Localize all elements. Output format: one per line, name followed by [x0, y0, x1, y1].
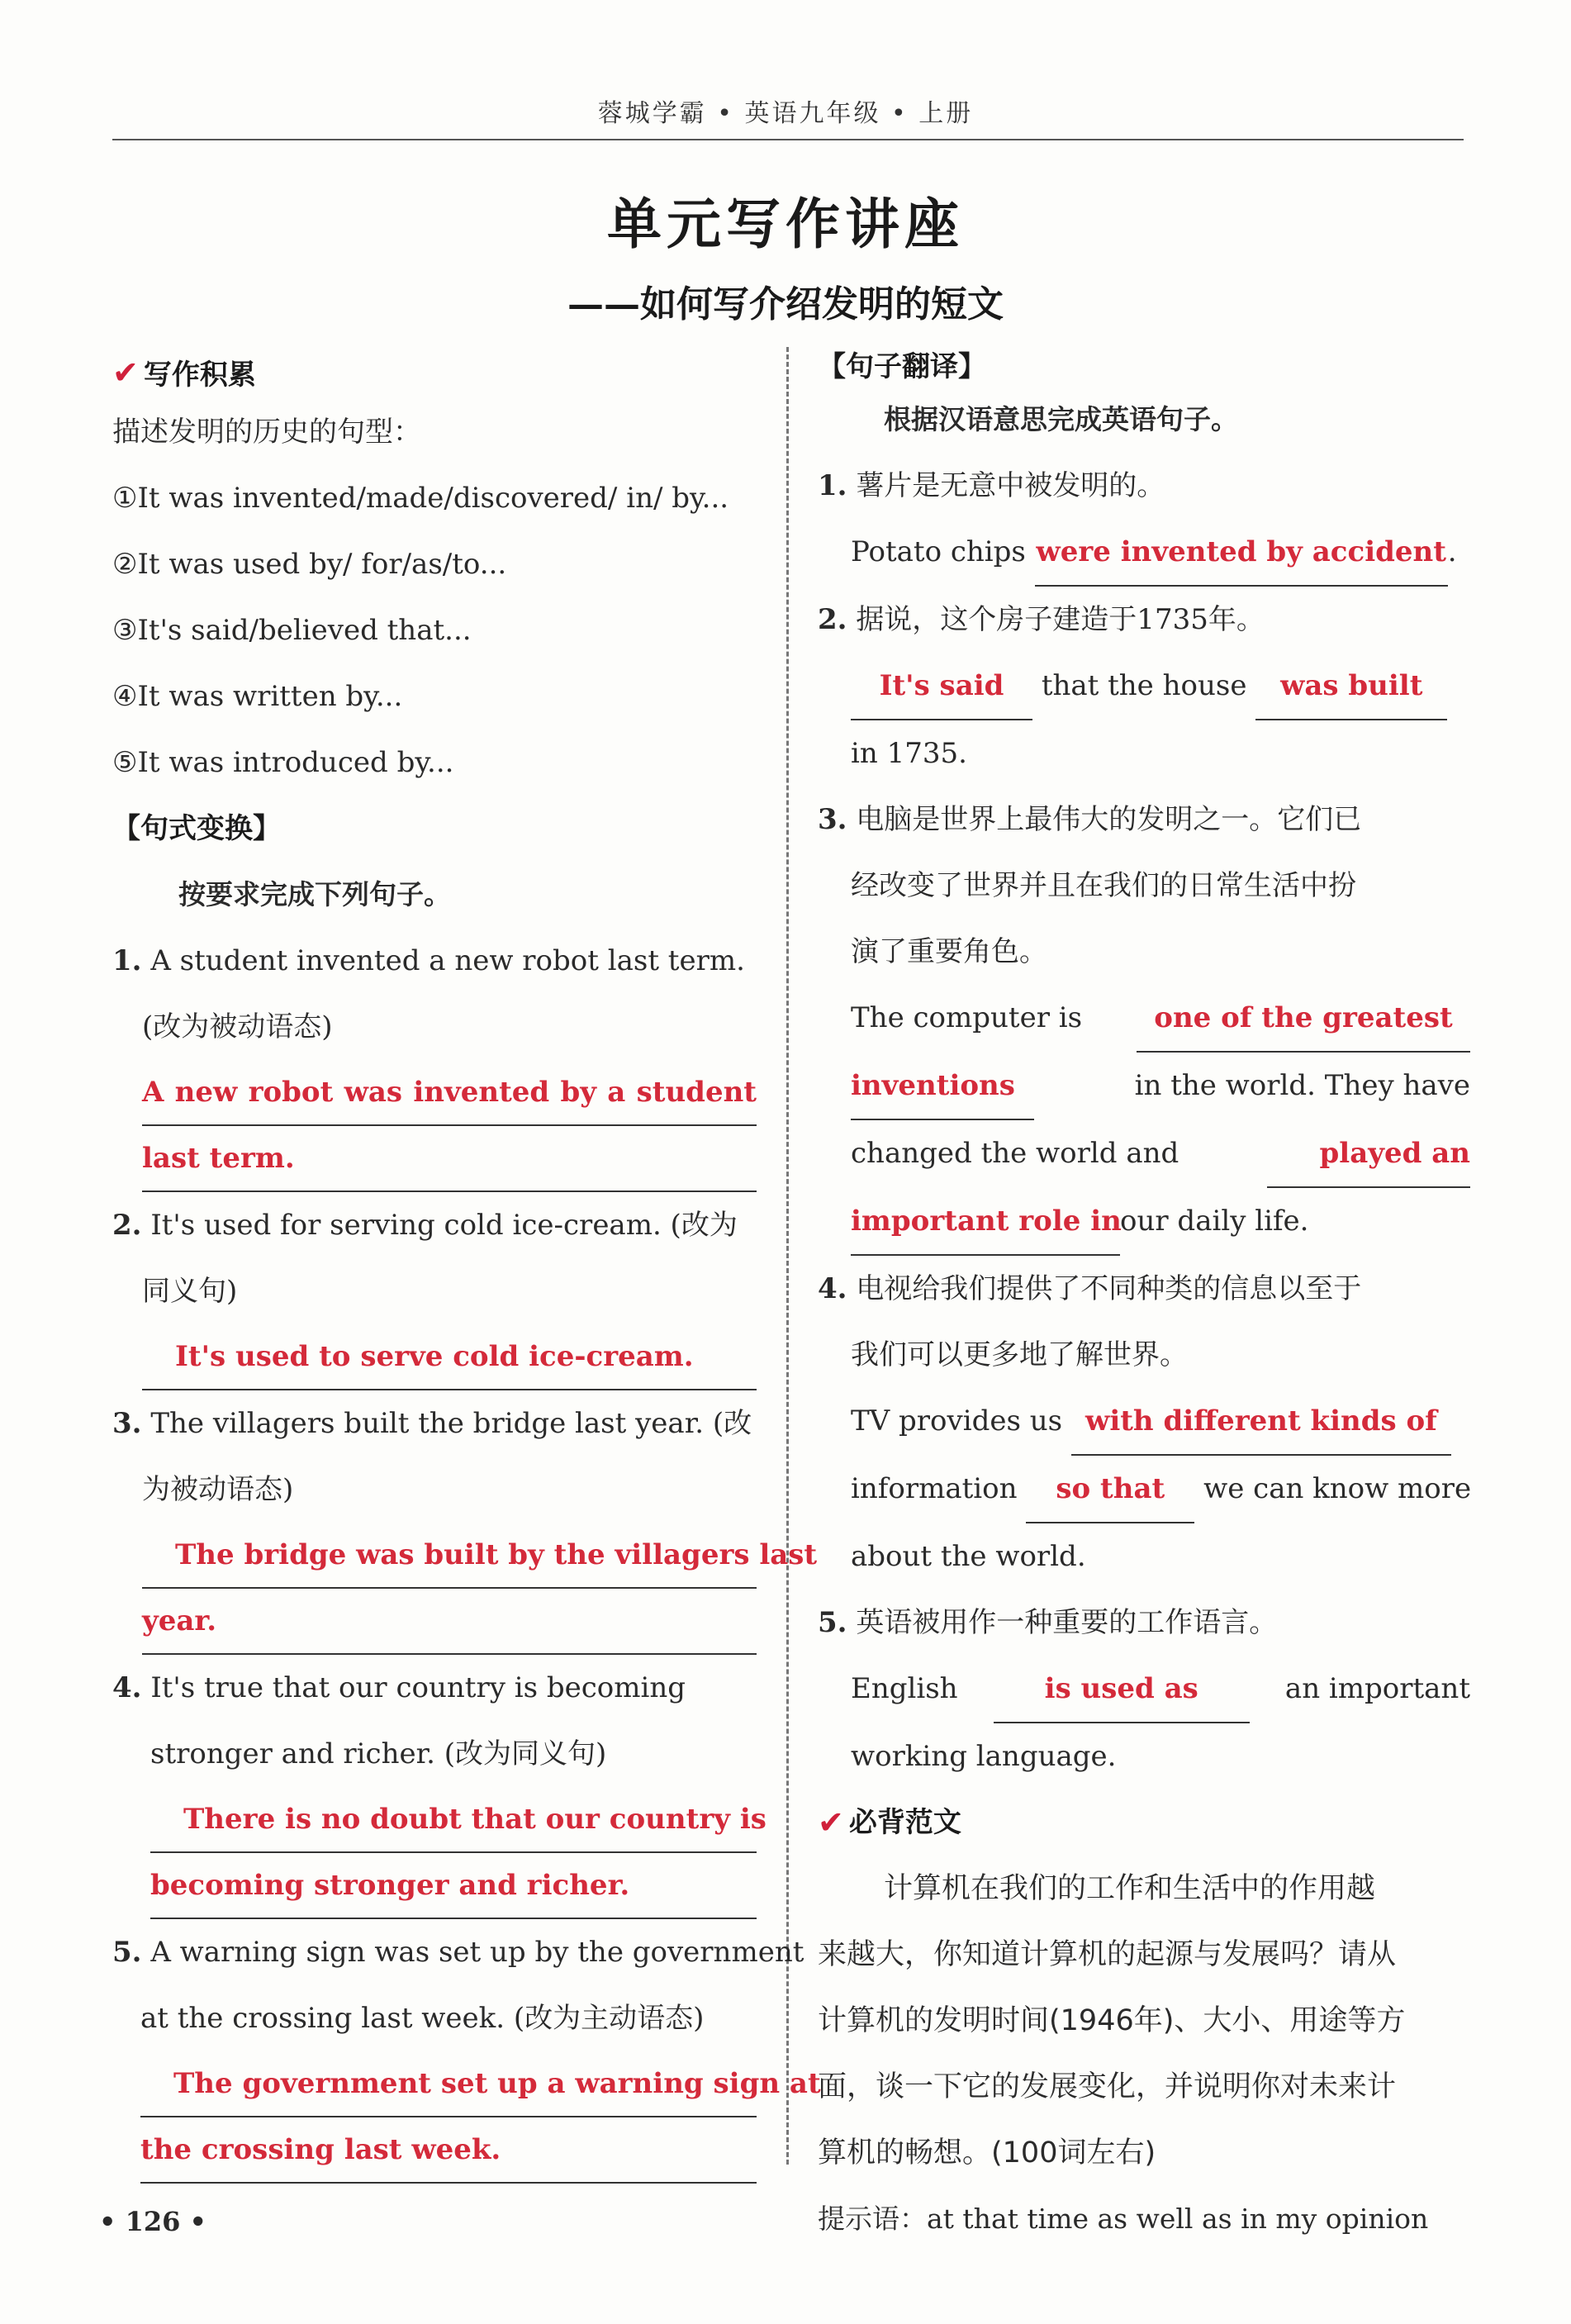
blank-answer: is used as	[994, 1656, 1250, 1723]
translate-intro: 根据汉语意思完成英语句子。	[884, 403, 1238, 435]
translation-3-cn-3: 演了重要角色。	[851, 935, 1047, 968]
page-number: • 126 •	[99, 2206, 206, 2237]
translation-4: 4. 电视给我们提供了不同种类的信息以至于	[818, 1272, 1362, 1305]
translation-2-answer: It's said that the house was built	[818, 653, 1470, 720]
translation-5: 5. 英语被用作一种重要的工作语言。	[818, 1606, 1278, 1639]
answer-2: It's used to serve cold ice-cream.	[142, 1324, 757, 1390]
answer-5-line-2: the crossing last week.	[140, 2117, 757, 2184]
essay-prompt-5: 算机的畅想。(100词左右)	[818, 2136, 1156, 2170]
blank-answer: inventions	[851, 1053, 1034, 1120]
pattern-item: ③It's said/believed that...	[112, 614, 472, 647]
blank-answer: one of the greatest	[1137, 985, 1470, 1053]
translation-5-answer: English is used as an important	[818, 1656, 1470, 1723]
translation-5-cont: working language.	[851, 1740, 1117, 1773]
question-1-note: (改为被动语态)	[142, 1010, 333, 1043]
translation-4-cn-2: 我们可以更多地了解世界。	[851, 1338, 1188, 1371]
section-writing-accumulation	[112, 352, 757, 392]
question-2-note: 同义句)	[142, 1275, 238, 1308]
question-5: 5. A warning sign was set up by the government	[112, 1936, 804, 1969]
answer-3-line-1: The bridge was built by the villagers last	[142, 1523, 757, 1589]
translation-3: 3. 电脑是世界上最伟大的发明之一。它们已	[818, 803, 1362, 836]
accum-intro: 描述发明的历史的句型：	[112, 416, 421, 449]
translation-3-answer-a: The computer is one of the greatest	[818, 985, 1470, 1053]
blank-answer: was built	[1255, 653, 1447, 720]
translation-3-answer-b: inventions in the world. They have	[818, 1053, 1470, 1120]
translation-4-cont: about the world.	[851, 1540, 1086, 1573]
blank-answer: with different kinds of	[1071, 1388, 1451, 1456]
running-header: 蓉城学霸 • 英语九年级 • 上册	[597, 99, 974, 128]
question-4: 4. It's true that our country is becoming	[112, 1671, 686, 1704]
right-column	[818, 347, 1470, 2252]
translation-3-answer-d: important role inour daily life.	[818, 1188, 1470, 1256]
section-sentence-transform: 【句式变换】	[112, 812, 281, 845]
blank-answer: important role in	[851, 1188, 1120, 1256]
pattern-item: ⑤It was introduced by...	[112, 746, 454, 779]
pattern-item: ②It was used by/ for/as/to...	[112, 548, 507, 581]
essay-prompt-4: 面，谈一下它的发展变化，并说明你对未来计	[818, 2070, 1397, 2103]
translation-1-answer: Potato chips were invented by accident.	[818, 519, 1470, 587]
blank-answer: so that	[1026, 1456, 1194, 1523]
page-title: 单元写作讲座	[607, 192, 964, 256]
answer-1-line-1: A new robot was invented by a student	[142, 1060, 757, 1126]
essay-prompt-3: 计算机的发明时间(1946年)、大小、用途等方	[818, 2004, 1406, 2037]
answer-5-line-1: The government set up a warning sign at	[140, 2051, 757, 2117]
essay-prompt-2: 来越大，你知道计算机的起源与发展吗？请从	[818, 1938, 1397, 1971]
essay-prompt-1: 计算机在我们的工作和生活中的作用越	[884, 1872, 1376, 1905]
answer-3-line-2: year.	[142, 1589, 757, 1655]
blank-answer: It's said	[851, 653, 1032, 720]
pattern-item: ①It was invented/made/discovered/ in/ by...	[112, 482, 729, 515]
blank-answer: were invented by accident	[1035, 519, 1448, 587]
section-model-essay	[818, 1789, 1470, 1856]
question-3: 3. The villagers built the bridge last year. (改	[112, 1407, 752, 1440]
left-column	[112, 347, 821, 2184]
transform-intro: 按要求完成下列句子。	[178, 878, 451, 910]
answer-1-line-2: last term.	[142, 1126, 757, 1192]
blank-answer: played an	[1267, 1120, 1470, 1188]
column-divider	[786, 347, 789, 2165]
translation-2-cont: in 1735.	[851, 737, 967, 770]
translation-2: 2. 据说，这个房子建造于1735年。	[818, 603, 1265, 636]
answer-4-line-1: There is no doubt that our country is	[150, 1787, 757, 1853]
question-2: 2. It's used for serving cold ice-cream. (改为	[112, 1209, 738, 1242]
translation-1: 1. 薯片是无意中被发明的。	[818, 469, 1165, 502]
section-heading: 写作积累	[143, 359, 256, 392]
header-rule	[112, 139, 1464, 140]
translation-3-cn-2: 经改变了世界并且在我们的日常生活中扮	[851, 869, 1356, 902]
check-icon: ✔	[818, 1804, 844, 1841]
section-heading: 必背范文	[848, 1806, 961, 1839]
translation-4-answer-a: TV provides us with different kinds of	[818, 1388, 1470, 1456]
essay-hint: 提示语：at that time as well as in my opinion	[818, 2203, 1429, 2235]
translation-4-answer-b: information so that we can know more	[818, 1456, 1470, 1523]
answer-4-line-2: becoming stronger and richer.	[150, 1853, 757, 1919]
question-4-cont: stronger and richer. (改为同义句)	[150, 1737, 607, 1770]
question-3-note: 为被动语态)	[142, 1473, 294, 1506]
page-subtitle: ——如何写介绍发明的短文	[567, 283, 1004, 326]
check-icon: ✔	[112, 354, 139, 391]
section-sentence-translation: 【句子翻译】	[818, 350, 986, 383]
translation-3-answer-c: changed the world and played an	[818, 1120, 1470, 1188]
question-1: 1. A student invented a new robot last term.	[112, 944, 745, 977]
question-5-cont: at the crossing last week. (改为主动语态)	[140, 2002, 705, 2035]
pattern-item: ④It was written by...	[112, 680, 403, 713]
